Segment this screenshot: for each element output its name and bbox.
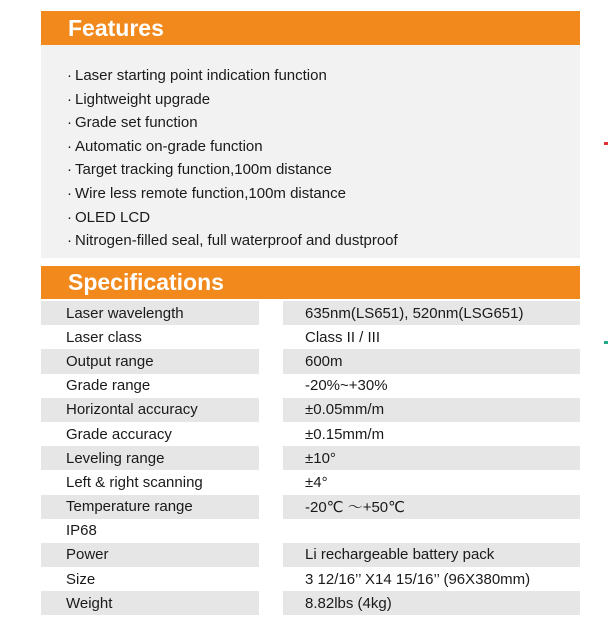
list-item: · Target tracking function,100m distance bbox=[67, 158, 398, 182]
spec-label: Power bbox=[41, 543, 259, 567]
features-header bbox=[41, 11, 580, 45]
table-row bbox=[41, 422, 580, 446]
bullet-icon: · bbox=[67, 137, 72, 155]
table-row bbox=[41, 374, 580, 398]
list-item: · Automatic on-grade function bbox=[67, 135, 398, 159]
features-list bbox=[67, 64, 398, 253]
list-item: · Wire less remote function,100m distance bbox=[67, 182, 398, 206]
spec-value: Li rechargeable battery pack bbox=[283, 543, 580, 567]
table-row bbox=[41, 495, 580, 519]
specifications-header bbox=[41, 266, 580, 299]
specifications-title: Specifications bbox=[68, 269, 224, 295]
table-row bbox=[41, 446, 580, 470]
spec-value: -20%~+30% bbox=[305, 377, 388, 395]
bullet-icon: · bbox=[67, 161, 72, 179]
table-row bbox=[41, 349, 580, 373]
spec-label: IP68 bbox=[66, 522, 97, 540]
specifications-table bbox=[41, 301, 580, 615]
table-row bbox=[41, 398, 580, 422]
spec-label: Laser class bbox=[66, 328, 142, 346]
table-row bbox=[41, 325, 580, 349]
spec-value: Class II / III bbox=[305, 328, 381, 346]
spec-value: -20℃ ～+50℃ bbox=[283, 495, 580, 519]
spec-value: 600m bbox=[283, 349, 580, 373]
spec-label: Size bbox=[66, 570, 96, 588]
list-item: · Laser starting point indication function bbox=[67, 64, 398, 88]
spec-value: 3 12/16’’ X14 15/16’’ (96X380mm) bbox=[305, 570, 531, 588]
spec-label: Leveling range bbox=[41, 446, 259, 470]
spec-value: 635nm(LS651), 520nm(LSG651) bbox=[283, 301, 580, 325]
bullet-icon: · bbox=[67, 90, 72, 108]
bullet-icon: · bbox=[67, 114, 72, 132]
spec-label: Temperature range bbox=[41, 495, 259, 519]
spec-value bbox=[283, 519, 580, 543]
spec-value: ±0.15mm/m bbox=[305, 425, 385, 443]
spec-label: Weight bbox=[41, 591, 259, 615]
list-item: · Nitrogen-filled seal, full waterproof and dustproof bbox=[67, 229, 398, 253]
spec-label: Horizontal accuracy bbox=[41, 398, 259, 422]
list-item: · Lightweight upgrade bbox=[67, 88, 398, 112]
table-row bbox=[41, 519, 580, 543]
list-item: · Grade set function bbox=[67, 111, 398, 135]
list-item: · OLED LCD bbox=[67, 206, 398, 230]
table-row bbox=[41, 301, 580, 325]
bullet-icon: · bbox=[67, 67, 72, 84]
table-row bbox=[41, 567, 580, 591]
table-row bbox=[41, 591, 580, 615]
spec-value: 8.82lbs (4kg) bbox=[283, 591, 580, 615]
spec-value: ±4° bbox=[305, 473, 328, 491]
bullet-icon: · bbox=[67, 232, 72, 250]
features-list-panel bbox=[41, 45, 580, 258]
edge-marker bbox=[604, 341, 608, 344]
table-row bbox=[41, 470, 580, 494]
bullet-icon: · bbox=[67, 184, 72, 202]
spec-value: ±0.05mm/m bbox=[283, 398, 580, 422]
spec-label: Left & right scanning bbox=[66, 473, 203, 491]
table-row bbox=[41, 543, 580, 567]
bullet-icon: · bbox=[67, 208, 72, 226]
edge-marker bbox=[604, 142, 608, 145]
spec-label: Grade range bbox=[66, 377, 151, 395]
spec-value: ±10° bbox=[283, 446, 580, 470]
spec-label: Laser wavelength bbox=[41, 301, 259, 325]
spec-label: Grade accuracy bbox=[66, 425, 172, 443]
spec-label: Output range bbox=[41, 349, 259, 373]
features-title: Features bbox=[68, 15, 164, 41]
